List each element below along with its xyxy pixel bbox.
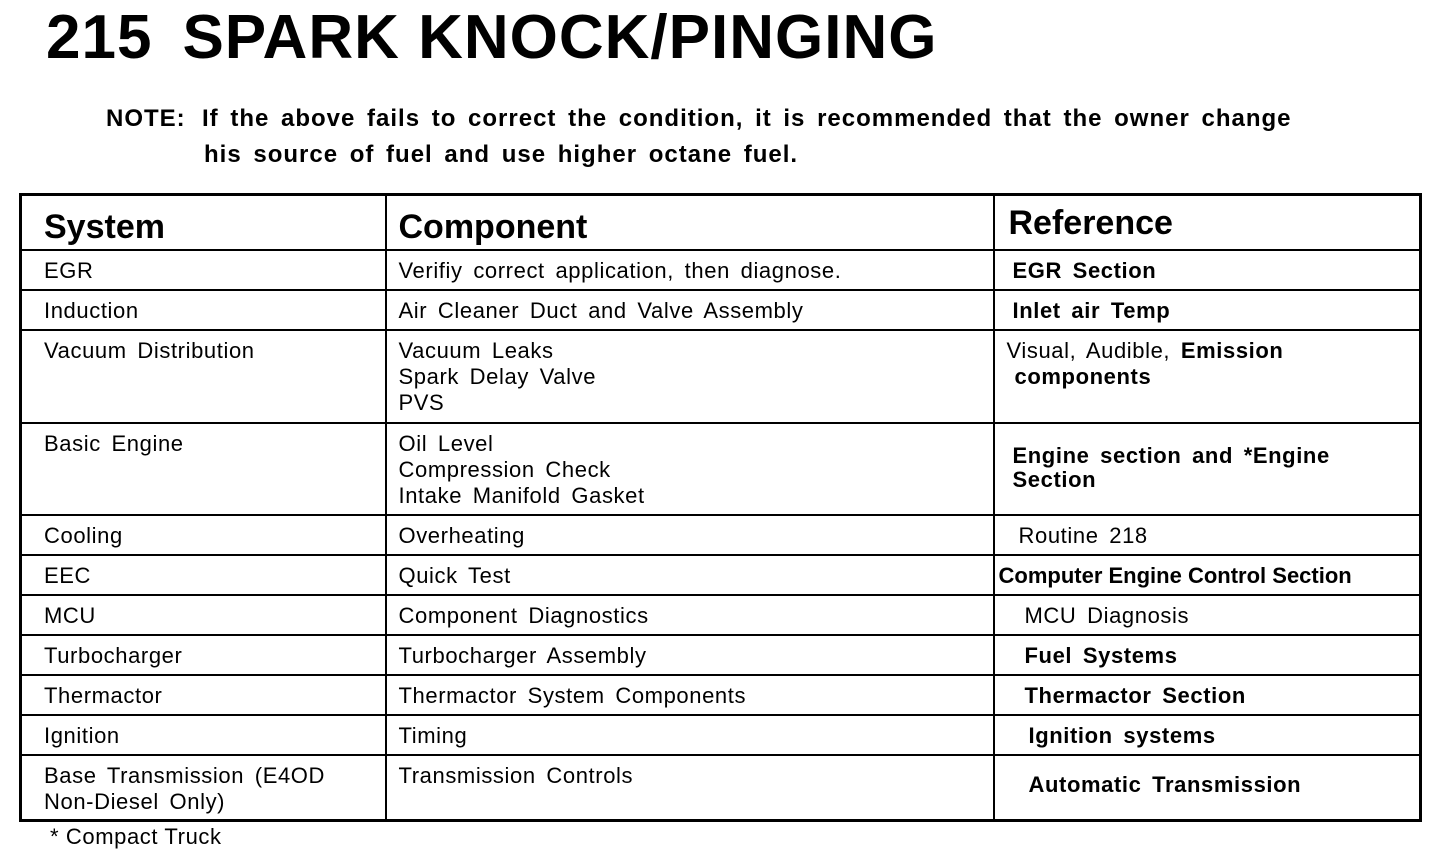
cell-reference [994, 330, 1421, 423]
cell-reference: Automatic Transmission [994, 755, 1421, 821]
table-row [21, 755, 1421, 821]
header-system: System [21, 195, 386, 250]
cell-component: Thermactor System Components [386, 675, 994, 715]
cell-system: Induction [21, 290, 386, 330]
table-header-row [21, 195, 1421, 250]
table-row [21, 330, 1421, 423]
table-row [21, 290, 1421, 330]
component-line: PVS [398, 389, 445, 415]
reference-bold-text: Emission [1180, 337, 1284, 363]
cell-system: Basic Engine [21, 423, 386, 515]
table-row [21, 595, 1421, 635]
note-line-2: his source of fuel and use higher octane fuel. [204, 141, 799, 168]
cell-component: Quick Test [386, 555, 994, 595]
page-title [46, 2, 937, 74]
cell-component: Overheating [386, 515, 994, 555]
cell-component: Turbocharger Assembly [386, 635, 994, 675]
cell-component [386, 423, 994, 515]
cell-component [386, 330, 994, 423]
system-line: Base Transmission (E4OD [44, 762, 325, 788]
routine-number: 215 [46, 3, 153, 72]
cell-component: Transmission Controls [386, 755, 994, 821]
table-row [21, 715, 1421, 755]
footnote: * Compact Truck [50, 824, 222, 849]
component-line: Intake Manifold Gasket [398, 482, 645, 508]
reference-line-2: Section [1012, 466, 1097, 492]
component-line: Oil Level [398, 430, 494, 456]
cell-reference: Inlet air Temp [994, 290, 1421, 330]
reference-line-1: Engine section and *Engine [1012, 442, 1330, 468]
cell-reference: Thermactor Section [994, 675, 1421, 715]
cell-reference: EGR Section [994, 250, 1421, 290]
table-row [21, 515, 1421, 555]
cell-reference: Routine 218 [994, 515, 1421, 555]
cell-system: Vacuum Distribution [21, 330, 386, 423]
table-row [21, 423, 1421, 515]
note-label: NOTE: [106, 105, 186, 132]
component-line: Spark Delay Valve [398, 363, 597, 389]
note-line-1: If the above fails to correct the condition, it is recommended that the owner change [202, 105, 1292, 132]
table-row [21, 250, 1421, 290]
cell-component: Verifiy correct application, then diagnose. [386, 250, 994, 290]
diagnosis-table [19, 193, 1422, 822]
cell-system: EEC [21, 555, 386, 595]
cell-component: Air Cleaner Duct and Valve Assembly [386, 290, 994, 330]
cell-component: Timing [386, 715, 994, 755]
cell-system [21, 755, 386, 821]
cell-component: Component Diagnostics [386, 595, 994, 635]
cell-system: Thermactor [21, 675, 386, 715]
header-reference: Reference [994, 195, 1421, 250]
cell-reference: Ignition systems [994, 715, 1421, 755]
cell-reference: Computer Engine Control Section [994, 555, 1421, 595]
table-row [21, 555, 1421, 595]
table-row [21, 635, 1421, 675]
cell-reference: MCU Diagnosis [994, 595, 1421, 635]
cell-system: MCU [21, 595, 386, 635]
cell-reference [994, 423, 1421, 515]
cell-system: Turbocharger [21, 635, 386, 675]
component-line: Compression Check [398, 456, 611, 482]
cell-system: Ignition [21, 715, 386, 755]
cell-system: Cooling [21, 515, 386, 555]
header-component: Component [386, 195, 994, 250]
reference-plain-text: Visual, Audible, [1006, 337, 1181, 363]
note-block [106, 101, 1406, 173]
table-row [21, 675, 1421, 715]
cell-system: EGR [21, 250, 386, 290]
cell-reference: Fuel Systems [994, 635, 1421, 675]
routine-title: SPARK KNOCK/PINGING [182, 3, 938, 72]
reference-line-2: components [1014, 363, 1152, 389]
system-line: Non-Diesel Only) [44, 788, 226, 814]
component-line: Vacuum Leaks [398, 337, 554, 363]
